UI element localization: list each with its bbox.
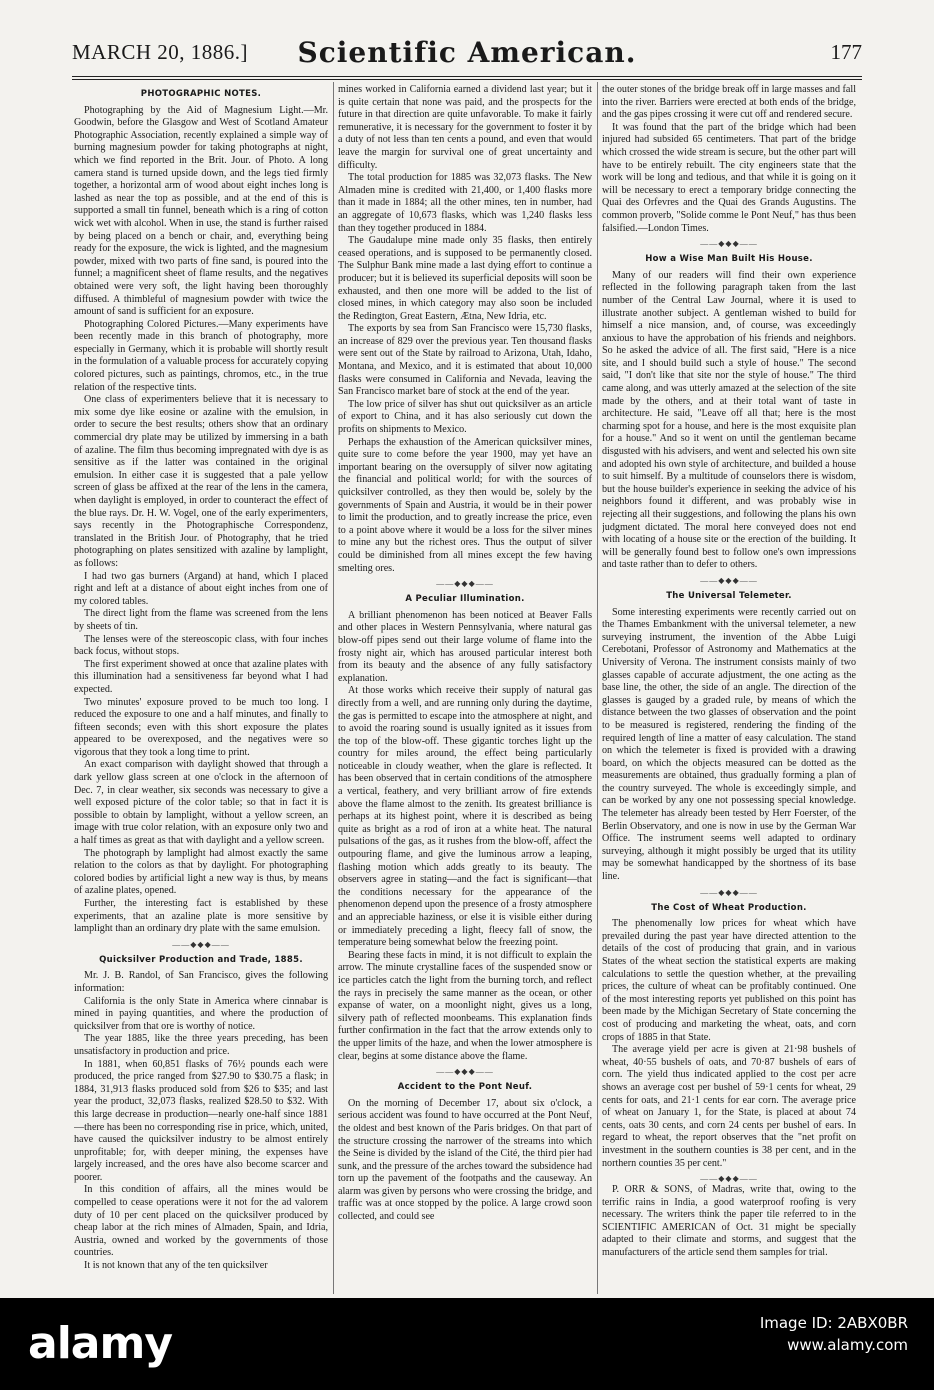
article-paragraph: The year 1885, like the three years preceding, has been unsatisfactory in production and price.	[74, 1033, 328, 1057]
section-ornament: ——◆◆◆——	[700, 1174, 758, 1184]
column-divider	[597, 82, 598, 1294]
section-ornament: ——◆◆◆——	[700, 239, 758, 249]
article-paragraph: Many of our readers will find their own experience reflected in the following paragraph taken from the last number of the Central Law Journal, where it is used to illustrate another subject. A gentleman wished to build for himself a nice mansion, and, of course, was exceedingly anxious to have the approbation of his friends and neighbors. So he asked the advice of all. The first said, "Here is a nice site, and I should build such a style of house." The second said, "I don't like that site nor the style of house." The third came along, and was utterly amazed at the selection of the site made by the others, and at their total want of taste in architecture. He said, "Leave off all that; here is the most charming spot for a house, and here is the most exquisite plan for a house." And so it went on until the gentleman became disgusted with his advisers, and went and selected his own site and adopted his own style of architecture, and builded a house to suit himself. By a multitude of counselors there is wisdom, but the house builder's experience in seeking the advice of his neighbors found it different, and was probably wise in rejecting all their suggestions, and following the plans his own judgment dictated. The moral here conveyed does not end with locating of a house site or the erection of the building. It will be generally found best to follow one's own impressions and taste rather than to defer to others.	[602, 269, 856, 571]
article-paragraph: Two minutes' exposure proved to be much too long. I reduced the exposure to one and a half minutes, and finally to fifteen seconds; even with this short exposure the plates appeared to be overexposed, and the negatives were so vigorous that they took a long time to print.	[74, 696, 328, 758]
article-paragraph: Further, the interesting fact is established by these experiments, that an azaline plate is more sensitive by lamplight than an ordinary dry plate with the same emulsion.	[74, 898, 328, 935]
column-1	[74, 84, 328, 1294]
article-paragraph: The Gaudalupe mine made only 35 flasks, then entirely ceased operations, and is supposed to be permanently closed. The Sulphur Bank mine made a last dying effort to continue a producer; but it is believed its superficial deposits will soon be exhausted, and then one more will be added to the list of closed mines, in which category may also soon be included the Redington, Great Eastern, Ætna, New Idria, etc.	[338, 235, 592, 322]
header-rule	[72, 76, 862, 77]
image-id-block	[760, 1312, 908, 1356]
article-paragraph: On the morning of December 17, about six o'clock, a serious accident was found to have occurred at the Pont Neuf, the oldest and best known of the Paris bridges. On that part of the structure crossing the narrower of the streams into which the Seine is divided by the island of the Cité, the third pier had sunk, and the pressure of the arches toward the subsidence had torn up the pavement of the footpaths and the causeway. An alarm was given by persons who were crossing the bridge, and traffic was at once stopped by the police. A large crowd soon collected, and could see	[338, 1097, 592, 1223]
article-paragraph: The phenomenally low prices for wheat which have prevailed during the past year have directed attention to the details of the cost of producing that grain, and in various States of the wheat section the statistical experts are making calculations to settle the question whether, at the prevailing prices, the culture of wheat can be profitably continued. One of the most interesting reports yet published on this point has been made by the Michigan Secretary of State concerning the cost of producing and marketing the wheat, oats, and corn crops of 1885 in that State.	[602, 918, 856, 1043]
article-heading: Accident to the Pont Neuf.	[397, 1082, 533, 1093]
section-ornament: ——◆◆◆——	[436, 1067, 494, 1077]
section-ornament: ——◆◆◆——	[700, 887, 758, 897]
column-3	[602, 84, 856, 1294]
page-number: 177	[830, 40, 862, 64]
column-divider	[333, 82, 334, 1294]
article-paragraph: mines worked in California earned a dividend last year; but it is quite certain that none was paid, and the prospects for the future in that direction are quite unfavorable. To make it fairly remunerative, it is necessary for the government to foster it by a duty of not less than ten cents a pound, and even that would leave the margin for survival one of great uncertainty and difficulty.	[338, 84, 592, 171]
article-heading: The Cost of Wheat Production.	[651, 902, 807, 913]
masthead-title: Scientific American.	[297, 36, 637, 69]
article-paragraph: California is the only State in America where cinnabar is mined in paying quantities, and where the production of quicksilver from that ore is worthy of notice.	[74, 995, 328, 1032]
image-url: www.alamy.com	[787, 1336, 908, 1354]
article-heading: A Peculiar Illumination.	[405, 594, 525, 605]
article-paragraph: The photograph by lamplight had almost exactly the same relation to the colors as that by daylight. For photographing colored bodies by artificial light a new way is thus, by means of azaline plates, opened.	[74, 847, 328, 897]
article-paragraph: Photographing by the Aid of Magnesium Light.—Mr. Goodwin, before the Glasgow and West of Scotland Amateur Photographic Association, recently explained a simple way of burning magnesium powder for taking photographs at night, which we find reported in the Brit. Jour. of Photo. A long camera stand is turned upside down, and the legs tied firmly together, a horizontal arm of wood about eight inches long is lashed as near the top as possible, and at the end of this is supported a small tin funnel, beneath which is a ring of cotton wick wet with alcohol. When in use, the stand is further raised by being placed on a bench or chair, and, everything being ready for the exposure, the wick is lighted, and the magnesium powder, mixed with two parts of fine sand, is poured into the funnel; a magnificent sheet of flame results, and the negatives obtained were very soft, the light having been thoroughly diffused. A thimbleful of magnesium powder with twice the amount of sand is sufficient for an exposure.	[74, 104, 328, 318]
section-ornament: ——◆◆◆——	[172, 939, 230, 949]
section-ornament: ——◆◆◆——	[700, 575, 758, 585]
article-paragraph: It is not known that any of the ten quicksilver	[84, 1260, 268, 1272]
article-paragraph: At those works which receive their supply of natural gas directly from a well, and are running only during the daytime, the gas is permitted to escape into the atmosphere at night, and to avoid the roaring sound is usually ignited as it issues from the top of the blow-off. These gigantic torches light up the country for miles around, the effect being particularly noticeable in cloudy weather, when the glare is reflected. It has been observed that in certain conditions of the atmosphere a vertical, feathery, and very brilliant arrow of fire extends above the flame almost to the zenith. Its greatest brilliance is perhaps at its highest point, where it is described as being quite as bright as a rod of iron at a white heat. The natural pulsations of the gas, as it rushes from the blow-off, affect the outpouring flame, and give the luminous arrow a leaping, flashing motion which adds greatly to its beauty. The observers agree in stating—and the fact is significant—that the conditions necessary for the appearance of the phenomenon depend upon the presence of a frosty atmosphere and an appreciable haziness, or else it is visible either during or immediately preceding a light, fleecy fall of snow, the temperature being somewhat below the freezing point.	[338, 685, 592, 949]
article-paragraph: Some interesting experiments were recently carried out on the Thames Embankment with the universal telemeter, a new surveying instrument, the invention of the Abbe Luigi Cerebotani, Professor of Astronomy and Mathematics at the University of Verona. The instrument consists mainly of two glasses capable of accurate adjustment, the one acting as the base line, the other, the side of an angle. The direction of the glasses is gauged by a graded rule, by means of which the distance between the two glasses of observation and the point to be measured is registered, rendering the finding of the required length of line a matter of easy calculation. The stand on which the telemeter is fixed is provided with a drawing board, on which the objects measured can be dotted as the measurements are obtained, thus gradually forming a plan of the country surveyed. The whole is exceedingly simple, and can be worked by any one not possessing special knowledge. The telemeter has already been tested by Herr Foerster, of the Berlin Observatory, and one is now in use by the German War Office. The instrument seems well adapted to ordinary surveying, although it might possibly be urged that its utility may be somewhat handicapped by the shortness of its base line.	[602, 606, 856, 883]
article-paragraph: I had two gas burners (Argand) at hand, which I placed right and left at a distance of about eight inches from one of my colored tables.	[74, 570, 328, 607]
article-paragraph: In this condition of affairs, all the mines would be compelled to cease operations were it not for the ad valorem duty of 10 per cent placed on the quicksilver produced by cheap labor at the rich mines of Almaden, Spain, and Idria, Austria, owned and worked by the governments of those countries.	[74, 1184, 328, 1259]
article-paragraph: It was found that the part of the bridge which had been injured had subsided 65 centimeters. That part of the bridge which crossed the wide stream is secure, but the other part will have to be entirely rebuilt. The city engineers state that the work will be long and tedious, and that while it is going on it will be necessary to erect a temporary bridge connecting the Quai des Orfevres and the Quai des Grands Augustins. The common proverb, "Solide comme le Pont Neuf," has thus been falsified.—London Times.	[602, 121, 856, 234]
article-paragraph: The direct light from the flame was screened from the lens by sheets of tin.	[74, 608, 328, 632]
article-heading: The Universal Telemeter.	[666, 590, 792, 601]
article-paragraph: Photographing Colored Pictures.—Many experiments have been recently made in this branch of photography, more especially in Germany, which it is probable will shortly result in the formulation of a valuable process for accurately copying colored pictures, such as paintings, chromos, etc., in the true relation of the respective tints.	[74, 318, 328, 393]
article-paragraph: Bearing these facts in mind, it is not difficult to explain the arrow. The minute crystalline faces of the suspended snow or ice particles catch the light from the burning torch, and reflect the rays in precisely the same manner as the ocean, or other expanse of water, on a moonlight night, gives us a long, silvery path of reflected moonbeams. This explanation finds further confirmation in the fact that the arrow extends only to the upper limits of the haze, and when the lower atmosphere is clear, begins at some distance above the flame.	[338, 949, 592, 1062]
article-paragraph: One class of experimenters believe that it is necessary to mix some dye like eosine or azaline with the emulsion, in order to secure the best results; others show that an ordinary commercial dry plate may be utilized by immersing in a bath of azaline. The film thus becoming impregnated with dye is as sensitive as if the latter was contained in the original emulsion. In either case it is suggested that a pale yellow screen of glass be affixed at the rear of the lens in the camera, when daylight is employed, in order to counteract the effect of the blue rays. Dr. H. W. Vogel, one of the early experimenters, says recently in the Photographische Correspondenz, translated in the British Jour. of Photography, that he tried photographing on plates sensitized with azaline by lamplight, as follows:	[74, 394, 328, 569]
article-paragraph: The lenses were of the stereoscopic class, with four inches back focus, without stops.	[74, 633, 328, 658]
header-rule-thin	[72, 79, 862, 80]
article-paragraph: the outer stones of the bridge break off in large masses and fall into the river. Barriers were erected at both ends of the bridge, and the gas pipes crossing it were cut off and rendered secure.	[602, 84, 856, 121]
article-paragraph: The first experiment showed at once that azaline plates with this illumination had a sensitiveness far beyond what I had expected.	[74, 658, 328, 695]
article-paragraph: A brilliant phenomenon has been noticed at Beaver Falls and other places in Western Pennsylvania, where natural gas blow-off pipes send out their large volume of flame into the frosty night air, which has aroused particular interest both from its beauty and the absence of any fully satisfactory explanation.	[338, 609, 592, 684]
image-id-label: Image ID: 2ABX0BR	[759, 1314, 908, 1332]
article-paragraph: The low price of silver has shut out quicksilver as an article of export to China, and it has also seriously cut down the profits on shipments to Mexico.	[338, 398, 592, 436]
article-paragraph: The exports by sea from San Francisco were 15,730 flasks, an increase of 829 over the previous year. Ten thousand flasks were sent out of the State by railroad to Arizona, Utah, Idaho, Montana, and Mexico, and it is estimated that about 10,000 flasks were consumed in California and Nevada, leaving the San Francisco market bare of stock at the end of the year.	[338, 323, 592, 398]
article-heading: Quicksilver Production and Trade, 1885.	[99, 954, 303, 965]
section-ornament: ——◆◆◆——	[436, 579, 494, 589]
issue-date: MARCH 20, 1886.]	[72, 40, 249, 64]
article-paragraph: The total production for 1885 was 32,073 flasks. The New Almaden mine is credited with 21,400, or 1,400 flasks more than it made in 1884; all the other mines, ten in number, had an aggregate of 10,673 flasks, which was 1,240 flasks less than they together produced in 1884.	[338, 172, 592, 234]
article-paragraph: P. ORR & SONS, of Madras, write that, owing to the terrific rains in India, a good waterproof roofing is very necessary. The writers think the paper tile referred to in the SCIENTIFIC AMERICAN of Oct. 31 might be specially adapted to their climate and storms, and suggest that the manufacturers of the article send them samples for trial.	[602, 1184, 856, 1259]
article-paragraph: Mr. J. B. Randol, of San Francisco, gives the following information:	[74, 970, 328, 994]
article-paragraph: In 1881, when 60,851 flasks of 76½ pounds each were produced, the price ranged from $27.90 to $30.75 a flask; in 1884, 31,913 flasks produced sold from $26 to $35; and last year the product, 32,073 flasks, realized $28.50 to $32. With this large decrease in production—nearly one-half since 1881—there has been no corresponding rise in price, which, united, have caused the quicksilver industry to be almost entirely unprofitable; for, with deeper mining, the expenses have largely increased, and the ores have also become scarcer and poorer.	[74, 1058, 328, 1183]
article-paragraph: An exact comparison with daylight showed that through a dark yellow glass screen at one o'clock in the afternoon of Dec. 7, in clear weather, six seconds was necessary to give a well exposed picture of the color table; so that in fact it is possible to obtain by lamplight, without a yellow screen, an image with true color relation, with an exposure only two and a half times as great as that with daylight and a yellow screen.	[74, 759, 328, 847]
article-paragraph: Perhaps the exhaustion of the American quicksilver mines, quite sure to come before the year 1900, may yet have an important bearing on the oversupply of silver now agitating the financial and political world; for with the sources of quicksilver controlled, as they then would be, solely by the governments of Spain and Austria, it would be in their power to limit the production, and to greatly increase the price, even to a point above where it would be a loss for the silver mines to mine any but the richest ores. Thus the output of silver could be diminished from all mines except the few having smelting ores.	[338, 436, 592, 574]
article-paragraph: The average yield per acre is given at 21·98 bushels of wheat, 40·55 bushels of oats, and 70·87 bushels of ears of corn. The yield thus indicated applied to the cost per acre shows an average cost per bushel of 59·1 cents for wheat, 29 cents for oats, and 21·1 cents for ear corn. The average price of wheat on January 1, for the State, is placed at about 74 cents, oats 30 cents, and corn 24 cents per bushel of ears. In regard to wheat, the report observes that the "net profit on investment in the southern counties is 38 per cent, and in the northern counties 35 per cent."	[602, 1044, 856, 1169]
article-heading: How a Wise Man Built His House.	[645, 254, 813, 265]
column-2	[338, 84, 592, 1294]
alamy-logo: alamy	[28, 1318, 172, 1369]
article-heading: PHOTOGRAPHIC NOTES.	[140, 89, 262, 99]
